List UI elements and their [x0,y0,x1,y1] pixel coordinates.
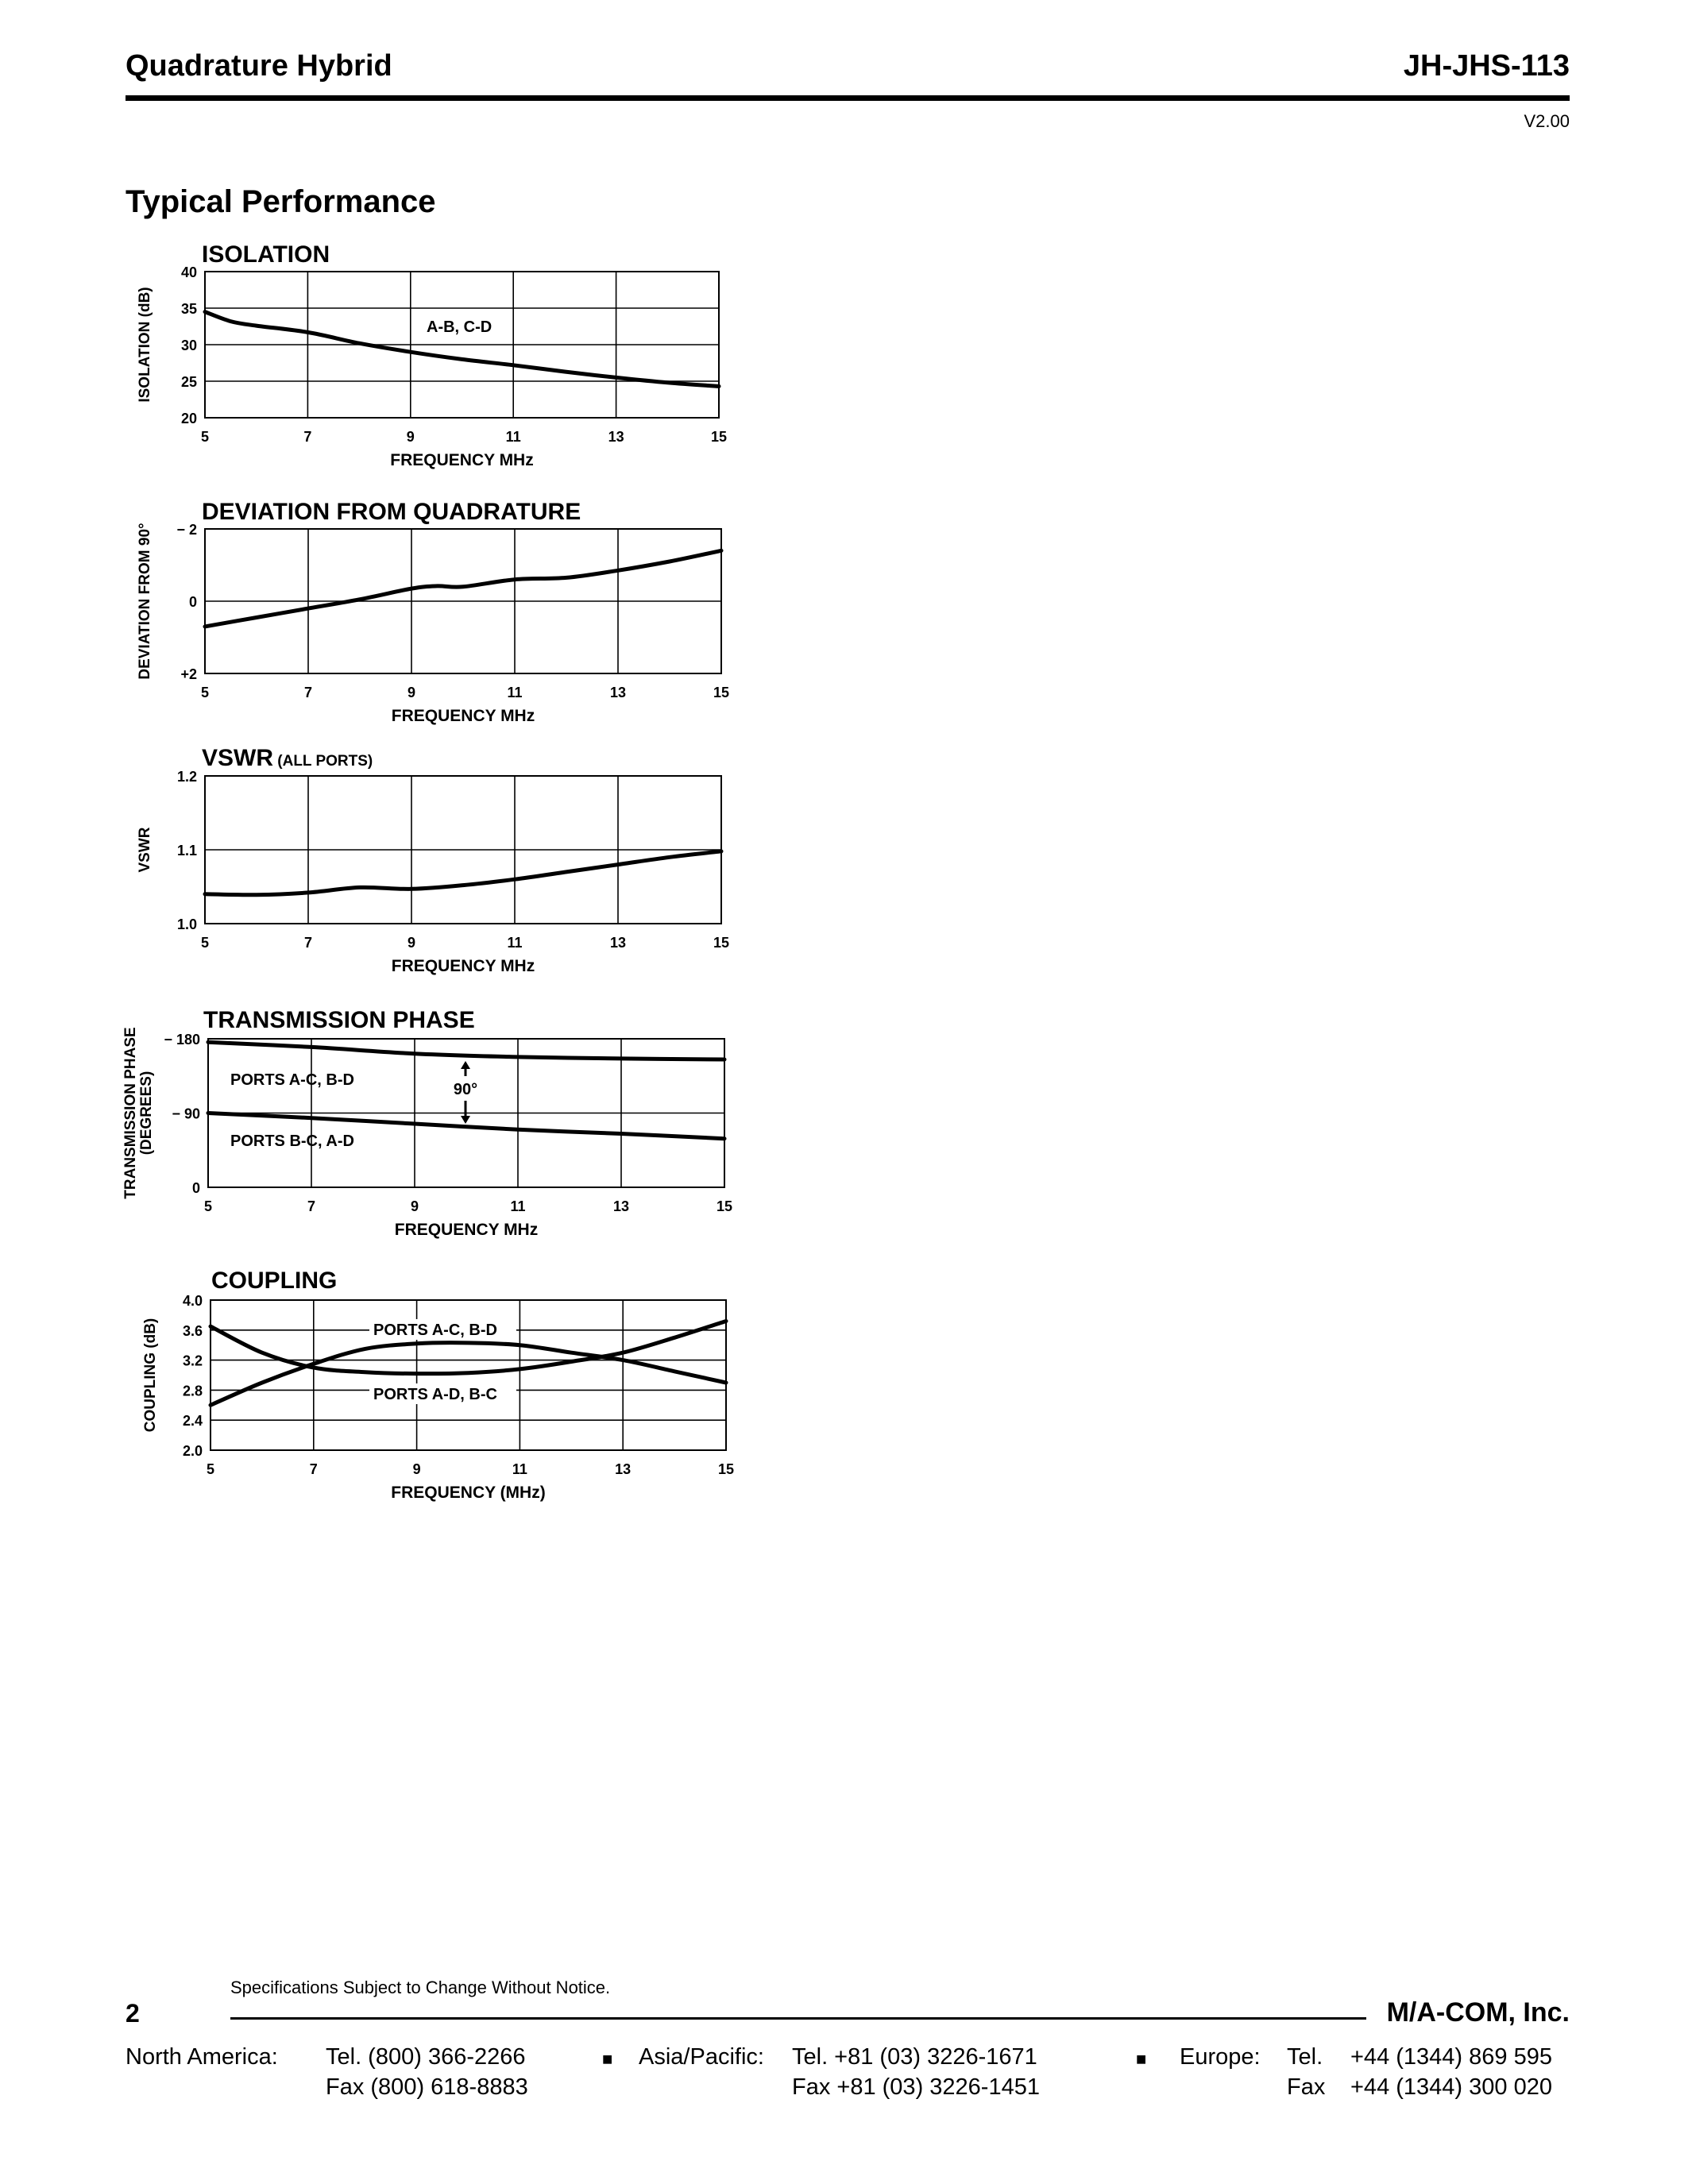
y-tick-label: 35 [180,301,197,317]
x-tick-label: 15 [716,1198,733,1214]
series-line [205,851,721,895]
x-tick-label: 11 [505,429,521,445]
part-number: JH-JHS-113 [1403,49,1570,83]
x-tick-label: 11 [507,685,523,700]
y-tick-label: 40 [180,264,197,280]
y-tick-label: 0 [191,1180,200,1196]
contact-eu-fax-label: Fax [1287,2074,1326,2100]
contact-na-label: North America: [126,2044,278,2070]
x-axis-label: FREQUENCY MHz [390,451,534,469]
series-line [205,550,721,627]
y-tick-label: 2.0 [182,1443,203,1459]
x-axis-label: FREQUENCY MHz [394,1221,539,1239]
x-tick-label: 13 [608,429,624,445]
x-tick-label: 13 [615,1461,632,1477]
y-tick-label: 1.1 [176,843,197,859]
x-tick-label: 7 [303,685,313,700]
contact-eu-tel: +44 (1344) 869 595 [1350,2044,1552,2070]
series-label-a-b-c-d: A-B, C-D [427,318,492,336]
y-axis-label: ISOLATION (dB) [137,287,153,403]
series-label-ports-a-d-b-c: PORTS A-D, B-C [373,1386,497,1403]
x-tick-label: 11 [510,1198,526,1214]
y-axis-label: COUPLING (dB) [142,1318,159,1433]
x-tick-label: 5 [206,1461,215,1477]
x-tick-label: 15 [713,935,730,951]
x-tick-label: 13 [609,685,627,700]
y-tick-label: − 90 [172,1106,200,1122]
chart-title-vswr: VSWR (ALL PORTS) [202,745,373,771]
x-tick-label: 15 [713,685,730,700]
page-number: 2 [126,1999,140,2028]
contact-eu-tel-label: Tel. [1287,2044,1323,2070]
x-axis-label: FREQUENCY (MHz) [391,1484,546,1502]
x-tick-label: 9 [406,429,415,445]
chart-subtitle: (ALL PORTS) [273,753,373,770]
company-name: M/A-COM, Inc. [1386,1997,1570,2028]
annotation-90-degrees: 90° [453,1081,478,1098]
y-tick-label: 20 [180,411,197,426]
x-tick-label: 11 [507,935,523,951]
contact-eu-fax: +44 (1344) 300 020 [1350,2074,1552,2100]
x-axis-label: FREQUENCY MHz [391,707,535,725]
y-tick-label: 0 [188,594,197,610]
x-axis-label: FREQUENCY MHz [391,957,535,975]
x-tick-label: 15 [710,429,728,445]
y-axis-label: VSWR [137,827,153,873]
contact-bullet: ■ [1136,2049,1147,2069]
section-title: Typical Performance [126,184,436,219]
x-tick-label: 7 [303,429,312,445]
y-tick-label: 30 [180,338,197,353]
x-tick-label: 7 [307,1198,316,1214]
chart-title-isolation: ISOLATION [202,241,330,268]
x-tick-label: 11 [512,1461,527,1477]
chart-title-transmission-phase: TRANSMISSION PHASE [203,1007,475,1033]
x-tick-label: 5 [200,935,210,951]
y-tick-label: 1.0 [176,916,197,932]
series-label-ports-a-c-b-d: PORTS A-C, B-D [373,1322,497,1339]
contact-ap-fax: Fax +81 (03) 3226-1451 [792,2074,1040,2100]
x-tick-label: 9 [412,1461,421,1477]
footer-notice: Specifications Subject to Change Without Notice. [230,1978,611,1997]
contact-eu-label: Europe: [1180,2044,1261,2070]
x-tick-label: 13 [612,1198,630,1214]
x-tick-label: 9 [407,935,416,951]
x-tick-label: 7 [303,935,313,951]
y-tick-label: 3.2 [182,1352,203,1369]
x-tick-label: 7 [309,1461,318,1477]
x-tick-label: 5 [203,1198,213,1214]
x-tick-label: 15 [717,1461,735,1477]
y-tick-label: 3.6 [182,1322,203,1339]
contact-na-fax: Fax (800) 618-8883 [326,2074,528,2100]
y-axis-label-units: (DEGREES) [138,1071,155,1156]
series-label-ports-a-c-b-d: PORTS A-C, B-D [230,1071,354,1089]
y-tick-label: − 2 [176,522,197,538]
y-axis-label: TRANSMISSION PHASE [122,1027,139,1199]
version-label: V2.00 [1524,111,1570,131]
footer-rule [230,2017,1366,2020]
y-tick-label: − 180 [164,1032,200,1048]
y-tick-label: 1.2 [176,769,197,785]
x-tick-label: 5 [200,685,210,700]
series-label-ports-b-c-a-d: PORTS B-C, A-D [230,1133,354,1150]
y-tick-label: 25 [180,374,197,390]
x-tick-label: 9 [407,685,416,700]
contact-na-tel: Tel. (800) 366-2266 [326,2044,526,2070]
chart-title-coupling: COUPLING [211,1268,338,1294]
y-axis-label: DEVIATION FROM 90° [137,523,153,680]
document-title: Quadrature Hybrid [126,49,392,83]
y-tick-label: 2.4 [182,1413,203,1430]
x-tick-label: 9 [410,1198,419,1214]
contact-ap-label: Asia/Pacific: [639,2044,764,2070]
y-tick-label: 2.8 [182,1383,203,1399]
x-tick-label: 5 [200,429,210,445]
contact-bullet: ■ [602,2049,613,2069]
y-tick-label: +2 [180,666,197,682]
x-tick-label: 13 [609,935,627,951]
series-line-ports-a-c-b-d [208,1042,724,1059]
annotation-arrow-head-up [461,1061,470,1069]
annotation-arrow-head-down [461,1116,470,1124]
y-tick-label: 4.0 [182,1293,203,1309]
chart-title-deviation-from-quadrature: DEVIATION FROM QUADRATURE [202,499,581,525]
contact-ap-tel: Tel. +81 (03) 3226-1671 [792,2044,1037,2070]
